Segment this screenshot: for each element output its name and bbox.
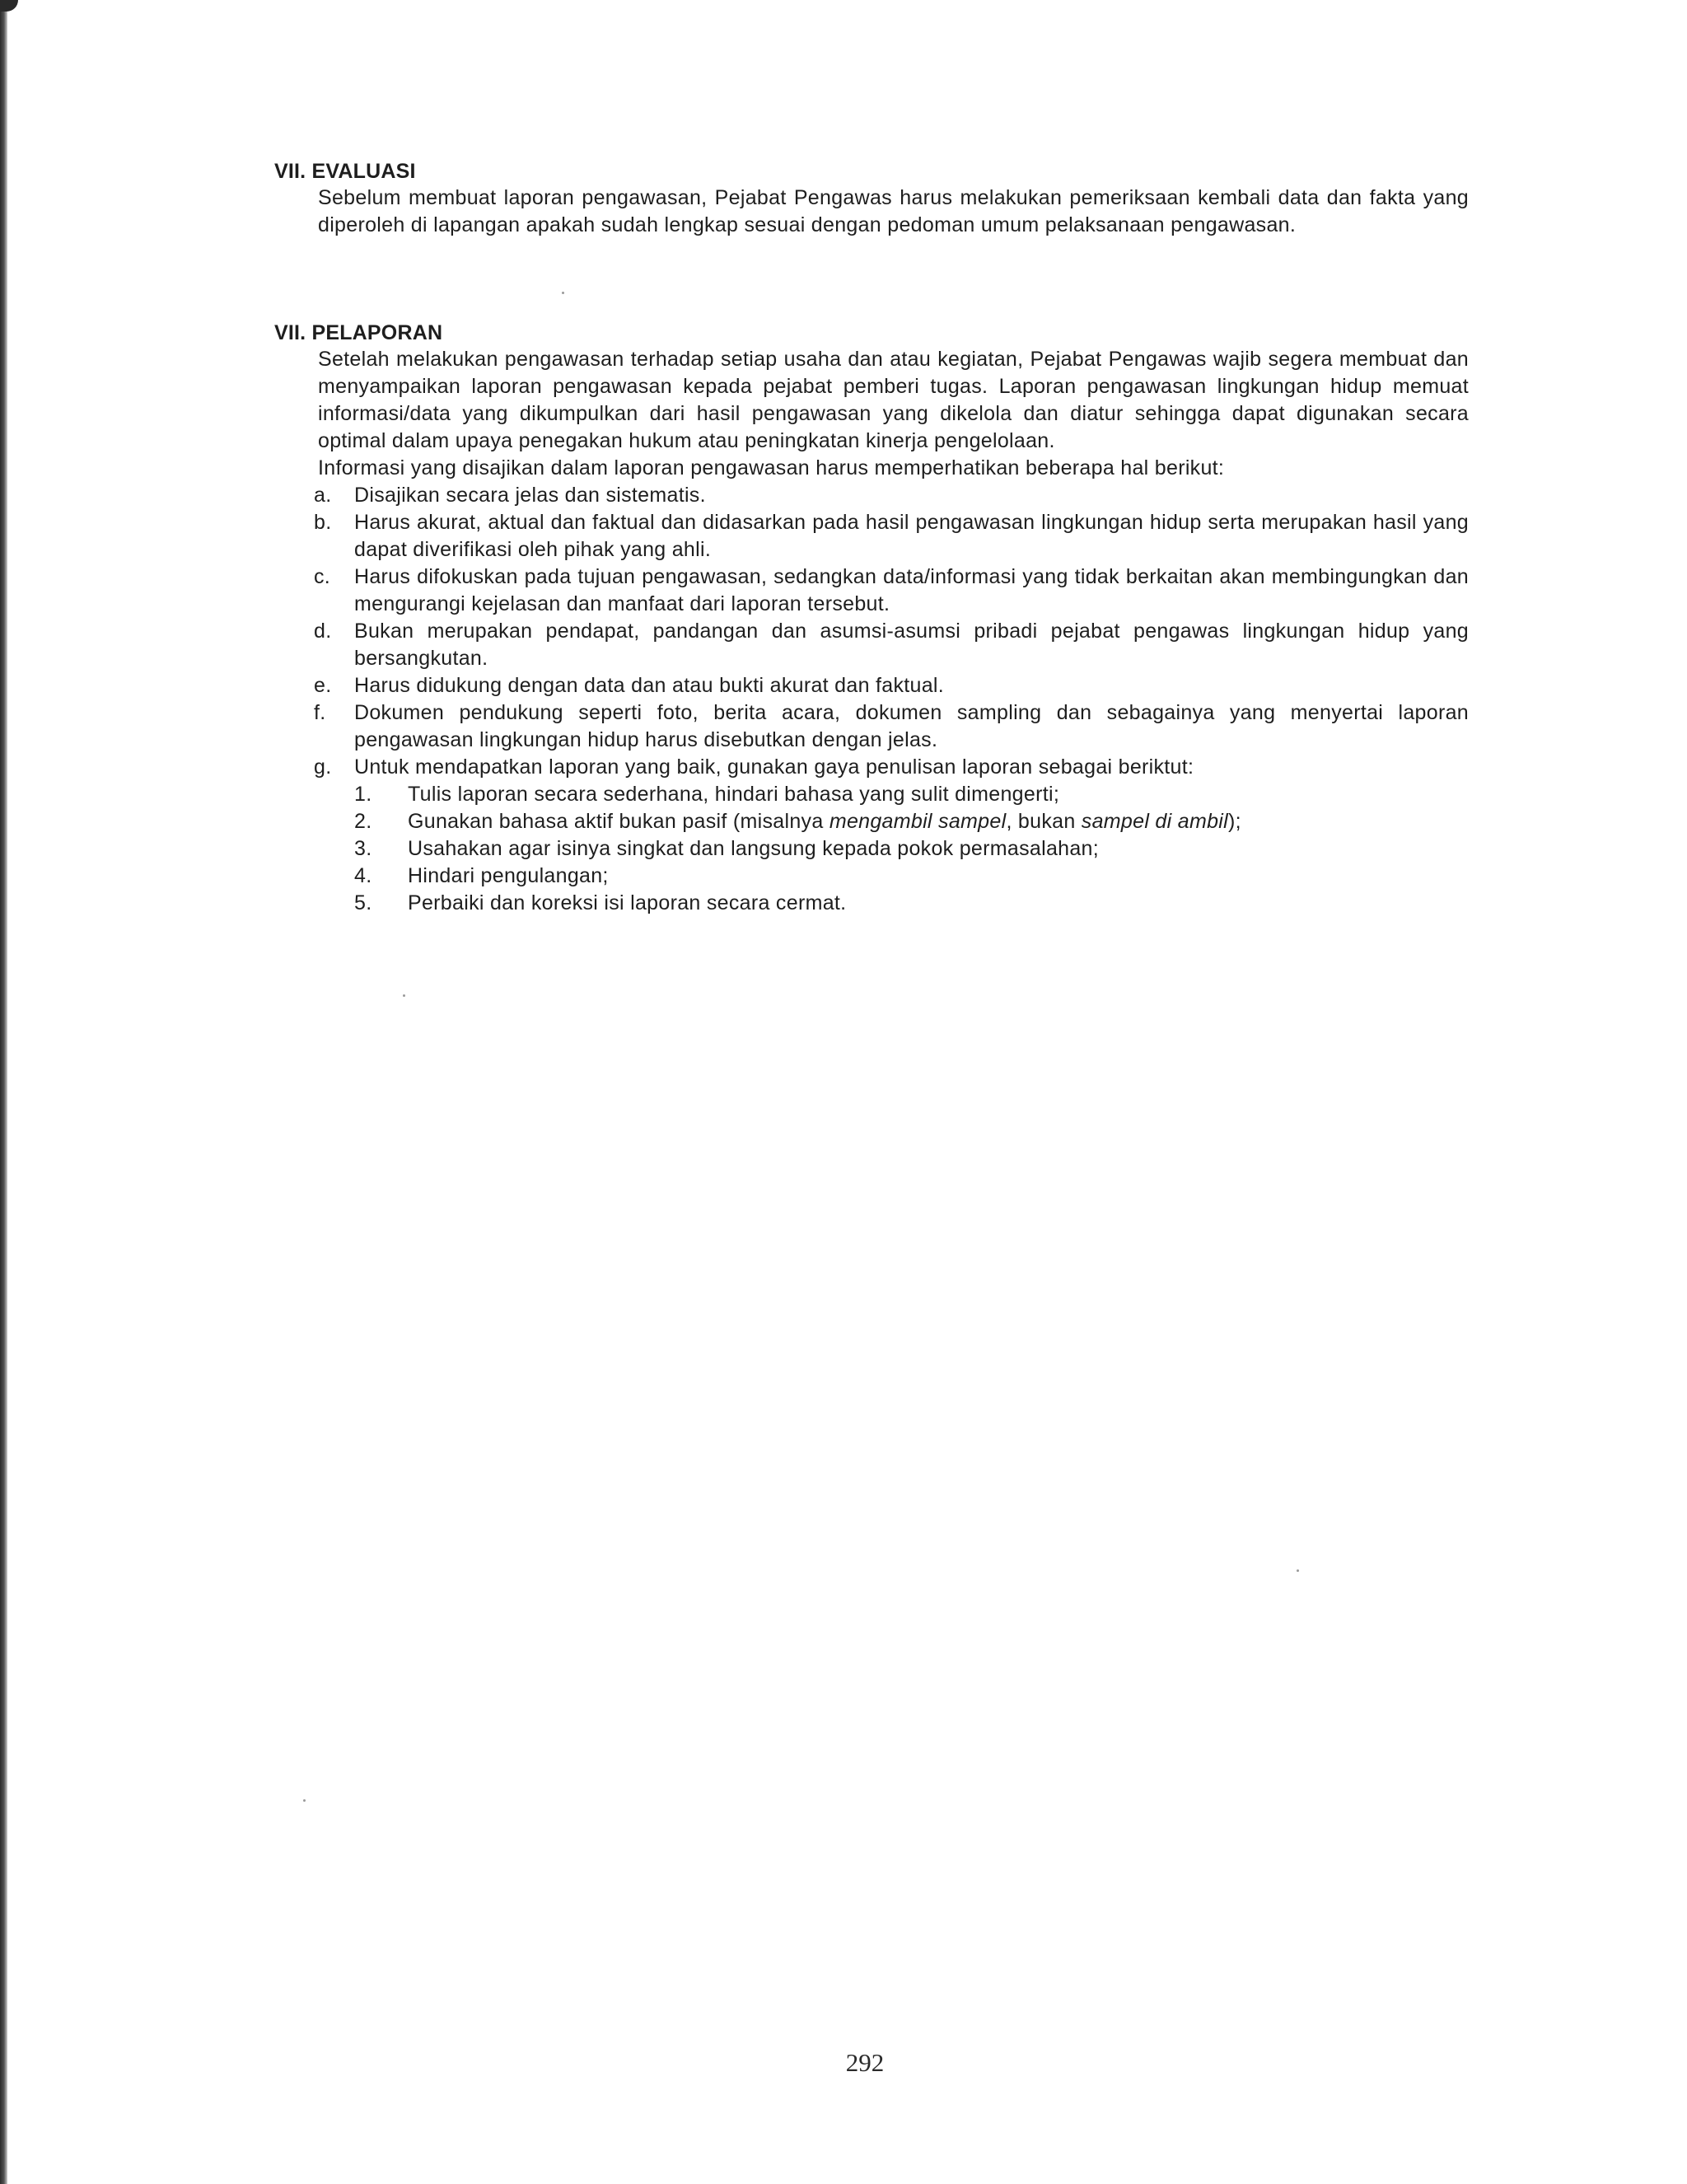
list-item-text: Harus akurat, aktual dan faktual dan didasarkan pada hasil pengawasan lingkungan hidup serta merupakan hasil yang dapat diverifikasi oleh pihak yang ahli.	[354, 511, 1469, 561]
list-marker: e.	[314, 674, 332, 697]
list-item	[274, 564, 1469, 618]
sub-list-item-text-before: Gunakan bahasa aktif bukan pasif (misalnya	[408, 810, 829, 833]
section-evaluasi	[274, 158, 1469, 239]
list-item-text: Harus didukung dengan data dan atau bukti akurat dan faktual.	[354, 674, 945, 697]
requirements-list	[274, 482, 1469, 781]
list-item	[274, 618, 1469, 672]
list-item-text: Bukan merupakan pendapat, pandangan dan asumsi-asumsi pribadi pejabat pengawas lingkungan hidup yang bersangkutan.	[354, 620, 1469, 670]
list-item	[274, 672, 1469, 699]
pelaporan-intro: Informasi yang disajikan dalam laporan pengawasan harus memperhatikan beberapa hal berikut:	[318, 456, 1225, 479]
list-marker: f.	[314, 701, 326, 724]
example-active-phrase: mengambil sampel	[829, 810, 1007, 833]
list-marker: d.	[314, 620, 332, 643]
sub-list-marker: 1.	[354, 783, 372, 806]
sub-list-item-text: Hindari pengulangan;	[408, 864, 609, 887]
list-marker: c.	[314, 565, 331, 588]
sub-list-marker: 2.	[354, 810, 372, 833]
scan-speck	[303, 1799, 306, 1802]
list-item	[274, 754, 1469, 781]
list-marker: b.	[314, 511, 332, 534]
list-item-text: Dokumen pendukung seperti foto, berita acara, dokumen sampling dan sebagainya yang menyertai laporan pengawasan lingkungan hidup harus disebutkan dengan jelas.	[354, 701, 1469, 751]
sub-list-item-text: Tulis laporan secara sederhana, hindari bahasa yang sulit dimengerti;	[408, 783, 1060, 806]
sub-list-item	[274, 835, 1469, 863]
example-passive-phrase: sampel di ambil	[1081, 810, 1228, 833]
sub-list-item	[274, 890, 1469, 917]
list-item	[274, 699, 1469, 754]
section-heading-pelaporan: VII. PELAPORAN	[274, 321, 443, 344]
writing-style-list	[274, 781, 1469, 917]
sub-list-item-text: Perbaiki dan koreksi isi laporan secara cermat.	[408, 891, 847, 914]
sub-list-marker: 5.	[354, 891, 372, 914]
list-item-text: Disajikan secara jelas dan sistematis.	[354, 484, 706, 507]
scan-edge-shadow	[0, 0, 7, 2184]
pelaporan-paragraph: Setelah melakukan pengawasan terhadap setiap usaha dan atau kegiatan, Pejabat Pengawas wajib segera membuat dan menyampaikan laporan pengawasan kepada pejabat pemberi tugas. Laporan pengawasan lingkungan hidup memuat informasi/data yang dikumpulkan dari hasil pengawasan yang dikelola dan diatur sehingga dapat digunakan secara optimal dalam upaya penegakan hukum atau peningkatan kinerja pengelolaan.	[318, 348, 1469, 452]
sub-list-item-text: Usahakan agar isinya singkat dan langsung kepada pokok permasalahan;	[408, 837, 1100, 860]
sub-list-item-text-middle: , bukan	[1006, 810, 1082, 833]
scan-speck	[403, 994, 405, 997]
list-item-text: Harus difokuskan pada tujuan pengawasan, sedangkan data/informasi yang tidak berkaitan akan membingungkan dan mengurangi kejelasan dan manfaat dari laporan tersebut.	[354, 565, 1469, 615]
list-item-text: Untuk mendapatkan laporan yang baik, gunakan gaya penulisan laporan sebagai beriktut:	[354, 755, 1194, 779]
section-pelaporan	[274, 320, 1469, 917]
scan-speck	[1297, 1569, 1299, 1572]
scan-speck	[562, 292, 564, 294]
list-item	[274, 482, 1469, 509]
list-marker: g.	[314, 755, 332, 779]
evaluasi-paragraph: Sebelum membuat laporan pengawasan, Pejabat Pengawas harus melakukan pemeriksaan kembali data dan fakta yang diperoleh di lapangan apakah sudah lengkap sesuai dengan pedoman umum pelaksanaan pengawasan.	[318, 186, 1469, 236]
sub-list-item	[274, 863, 1469, 890]
list-marker: a.	[314, 484, 332, 507]
sub-list-item	[274, 808, 1469, 835]
page-number: 292	[845, 2048, 885, 2077]
sub-list-item-text-after: );	[1227, 810, 1241, 833]
list-item	[274, 509, 1469, 564]
section-heading-evaluasi: VII. EVALUASI	[274, 160, 416, 183]
sub-list-marker: 3.	[354, 837, 372, 860]
sub-list-marker: 4.	[354, 864, 372, 887]
scan-corner-shadow	[0, 0, 18, 12]
sub-list-item	[274, 781, 1469, 808]
